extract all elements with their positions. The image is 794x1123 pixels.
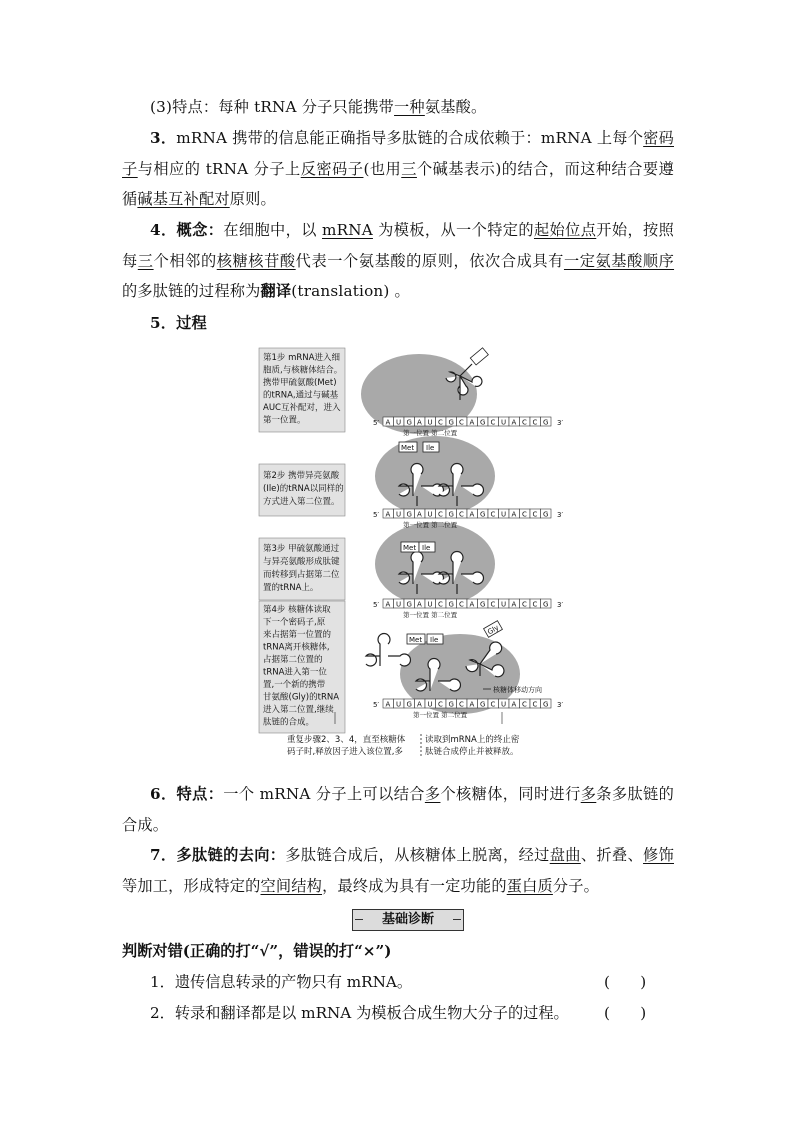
codon-base: C: [438, 510, 443, 519]
ile-label-2: Ile: [426, 444, 435, 452]
three-prime-label: 3′: [557, 601, 564, 609]
codon-base: A: [511, 700, 517, 709]
codon-base: C: [438, 700, 443, 709]
ribosome-3: [375, 522, 495, 606]
codon-base: U: [501, 510, 507, 519]
position-label: 第一位置 第二位置: [403, 611, 458, 619]
codon-base: G: [480, 510, 486, 519]
codon-base: C: [522, 510, 527, 519]
codon-base: G: [448, 700, 454, 709]
codon-base: C: [459, 510, 464, 519]
codon-base: U: [396, 510, 402, 519]
codon-base: G: [406, 600, 412, 609]
repeat-line: 码子时,释放因子进入该位置,多: [287, 747, 403, 757]
step1-line: 携带甲硫氨酸(Met): [263, 378, 337, 388]
codon-base: C: [532, 418, 538, 427]
codon-base: U: [396, 700, 402, 709]
codon-base: A: [417, 510, 422, 519]
codon-base: G: [480, 418, 486, 427]
step4-line: 进入第二位置,继续: [263, 705, 334, 715]
item-3: 3．mRNA 携带的信息能正确指导多肽链的合成依赖于：mRNA 上每个密码子与相应的 tRNA 分子上反密码子(也用三个碱基表示)的结合，而这种结合要遵循碱基互补配对原则。: [122, 129, 674, 208]
step3-line: 置的tRNA上。: [263, 583, 319, 593]
translation-process-figure: [255, 346, 575, 761]
codon-base: A: [469, 600, 475, 609]
codon-base: U: [396, 600, 402, 609]
answer-blank-2[interactable]: ( ): [604, 1004, 647, 1022]
codon-base: A: [511, 600, 517, 609]
met-label-4: Met: [409, 636, 423, 644]
end-line: 肽链合成停止并被释放。: [425, 747, 519, 757]
step2-line: (Ile)的tRNA以同样的: [263, 484, 344, 494]
answer-blank-1[interactable]: ( ): [604, 973, 647, 991]
codon-base: C: [532, 510, 538, 519]
position-label: 第一位置 第二位置: [413, 711, 468, 719]
codon-base: A: [417, 418, 422, 427]
end-line: 读取到mRNA上的终止密: [425, 735, 520, 745]
codon-base: G: [406, 510, 412, 519]
three-prime-label: 3′: [557, 419, 564, 427]
codon-base: A: [417, 600, 422, 609]
codon-base: C: [438, 418, 443, 427]
step3-line: 而转移到占据第二位: [263, 570, 340, 580]
codon-base: C: [522, 700, 527, 709]
codon-base: A: [511, 510, 517, 519]
codon-base: C: [459, 700, 464, 709]
codon-base: A: [385, 700, 391, 709]
section3-point: (3)特点：每种 tRNA 分子只能携带一种氨基酸。: [150, 98, 487, 116]
codon-base: U: [501, 418, 507, 427]
step3-line: 与异亮氨酸形成肽键: [263, 557, 340, 567]
codon-base: A: [511, 418, 517, 427]
codon-base: A: [469, 418, 475, 427]
step4-line: 占据第二位置的: [263, 655, 323, 665]
item-4: 4．概念：在细胞中，以 mRNA 为模板，从一个特定的起始位点开始，按照每三个相邻的核糖核苷酸代表一个氨基酸的原则，依次合成具有一定氨基酸顺序的多肽链的过程称为翻译(translation) 。: [122, 221, 675, 300]
codon-base: G: [448, 600, 454, 609]
step2-text: [263, 470, 344, 507]
end-text: [425, 734, 520, 757]
codon-base: G: [448, 418, 454, 427]
codon-base: U: [501, 600, 507, 609]
item-6: 6．特点：一个 mRNA 分子上可以结合多个核糖体，同时进行多条多肽链的合成。: [122, 785, 675, 834]
codon-base: G: [480, 700, 486, 709]
codon-base: U: [501, 700, 507, 709]
codon-base: C: [490, 700, 496, 709]
step4-line: tRNA离开核糖体,: [263, 642, 330, 653]
three-prime-label: 3′: [557, 701, 564, 709]
step4-line: 肽链的合成。: [263, 717, 315, 728]
met-tag-1: [470, 348, 488, 365]
codon-base: G: [480, 600, 486, 609]
judge-question-1: 1．遗传信息转录的产物只有 mRNA。: [150, 973, 413, 991]
trna-4a: [366, 634, 410, 666]
step4-line: tRNA进入第一位: [263, 667, 327, 678]
codon-base: C: [522, 418, 527, 427]
gly-label-4: Gly: [486, 623, 501, 637]
codon-base: A: [385, 600, 391, 609]
codon-base: A: [417, 700, 422, 709]
ile-label-3: Ile: [422, 544, 431, 552]
move-direction-label: 核糖体移动方向: [493, 686, 542, 694]
codon-base: U: [427, 418, 433, 427]
step1-line: 胞质,与核糖体结合。: [263, 365, 343, 376]
position-label: 第一位置 第二位置: [403, 521, 458, 529]
codon-base: A: [469, 700, 475, 709]
codon-base: C: [438, 600, 443, 609]
codon-base: C: [522, 600, 527, 609]
step2-line: 第2步 携带异亮氨酸: [263, 471, 340, 481]
step4-line: 下一个密码子,原: [263, 617, 326, 628]
repeat-line: 重复步骤2、3、4，直至核糖体: [287, 735, 406, 745]
translation-diagram: [255, 346, 575, 761]
met-label-2: Met: [401, 444, 415, 452]
step4-line: 来占据第一位置的: [263, 630, 332, 640]
item-5: 5．过程: [150, 314, 207, 332]
codon-base: C: [532, 700, 538, 709]
section-badge: 基础诊断: [352, 909, 464, 931]
step4-line: 置,一个新的携带: [263, 680, 326, 690]
codon-base: C: [459, 418, 464, 427]
three-prime-label: 3′: [557, 511, 564, 519]
five-prime-label: 5′: [373, 419, 380, 427]
codon-base: U: [427, 600, 433, 609]
step4-line: 第4步 核糖体读取: [263, 605, 331, 615]
step3-line: 第3步 甲硫氨酸通过: [263, 544, 340, 554]
codon-base: C: [490, 418, 496, 427]
codon-base: C: [490, 510, 496, 519]
codon-base: A: [469, 510, 475, 519]
codon-base: U: [396, 418, 402, 427]
codon-base: G: [543, 700, 549, 709]
position-label: 第一位置 第二位置: [403, 429, 458, 437]
codon-base: G: [543, 418, 549, 427]
step4-line: 甘氨酸(Gly)的tRNA: [263, 692, 340, 703]
step1-line: AUC互补配对，进入: [263, 403, 341, 413]
item-7: 7．多肽链的去向：多肽链合成后，从核糖体上脱离，经过盘曲、折叠、修饰等加工，形成特定的空间结构，最终成为具有一定功能的蛋白质分子。: [122, 846, 674, 895]
repeat-text: [287, 734, 406, 757]
codon-base: G: [448, 510, 454, 519]
codon-base: G: [543, 510, 549, 519]
codon-base: U: [427, 700, 433, 709]
met-label-3: Met: [403, 544, 417, 552]
step1-line: 第一位置。: [263, 415, 306, 426]
five-prime-label: 5′: [373, 511, 380, 519]
step1-line: 第1步 mRNA进入细: [263, 353, 340, 363]
step1-line: 的tRNA,通过与碱基: [263, 390, 339, 401]
codon-base: C: [532, 600, 538, 609]
codon-base: G: [406, 418, 412, 427]
step2-line: 方式进入第二位置。: [263, 497, 340, 507]
codon-base: U: [427, 510, 433, 519]
codon-base: G: [543, 600, 549, 609]
judge-heading: 判断对错(正确的打“√”，错误的打“×”): [122, 942, 392, 960]
codon-base: G: [406, 700, 412, 709]
codon-base: C: [490, 600, 496, 609]
ile-label-4: Ile: [430, 636, 439, 644]
codon-base: A: [385, 510, 391, 519]
codon-base: A: [385, 418, 391, 427]
judge-question-2: 2．转录和翻译都是以 mRNA 为模板合成生物大分子的过程。: [150, 1004, 569, 1022]
five-prime-label: 5′: [373, 601, 380, 609]
codon-base: C: [459, 600, 464, 609]
five-prime-label: 5′: [373, 701, 380, 709]
